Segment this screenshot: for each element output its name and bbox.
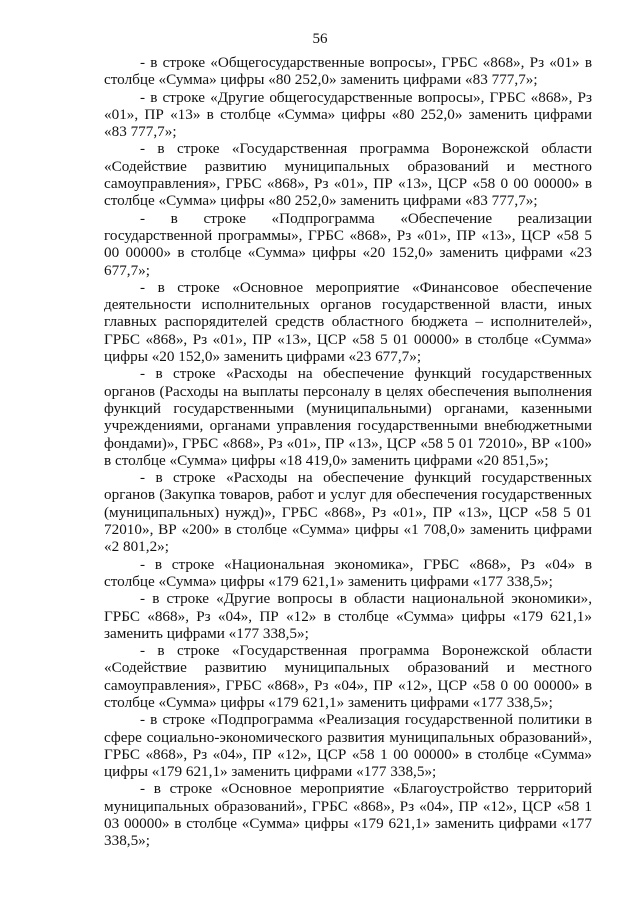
- paragraph-10: - в строке «Государственная программа Воронежской области «Содействие развитию муниципальных образований и местного самоуправления», ГРБС «868», Рз «04», ПР «12», ЦСР «58 0 00 00000» в столбце «Сумма» цифры «179 621,1» заменить цифрами «177 338,5»;: [104, 642, 592, 711]
- paragraph-9: - в строке «Другие вопросы в области национальной экономики», ГРБС «868», Рз «04», ПР «12» в столбце «Сумма» цифры «179 621,1» заменить цифрами «177 338,5»;: [104, 590, 592, 642]
- document-body: [104, 54, 592, 850]
- paragraph-12: - в строке «Основное мероприятие «Благоустройство территорий муниципальных образований», ГРБС «868», Рз «04», ПР «12», ЦСР «58 1 03 00000» в столбце «Сумма» цифры «179 621,1» заменить цифрами «177 338,5»;: [104, 780, 592, 850]
- paragraph-5: - в строке «Основное мероприятие «Финансовое обеспечение деятельности исполнительных органов государственной власти, иных главных распорядителей средств областного бюджета – исполнителей», ГРБС «868», Рз «01», ПР «13», ЦСР «58 5 01 00000» в столбце «Сумма» цифры «20 152,0» заменить цифрами «23 677,7»;: [104, 278, 592, 366]
- paragraph-1: - в строке «Общегосударственные вопросы», ГРБС «868», Рз «01» в столбце «Сумма» цифры «80 252,0» заменить цифрами «83 777,7»;: [104, 54, 592, 89]
- paragraph-8: - в строке «Национальная экономика», ГРБС «868», Рз «04» в столбце «Сумма» цифры «179 621,1» заменить цифрами «177 338,5»;: [104, 555, 592, 590]
- paragraph-6: - в строке «Расходы на обеспечение функций государственных органов (Расходы на выплаты персоналу в целях обеспечения выполнения функций государственными (муниципальными) органами, казенными учреждениями, органами управления государственными внебюджетными фондами)», ГРБС «868», Рз «01», ПР «13», ЦСР «58 5 01 72010», ВР «100» в столбце «Сумма» цифры «18 419,0» заменить цифрами «20 851,5»;: [104, 365, 592, 469]
- paragraph-2: - в строке «Другие общегосударственные вопросы», ГРБС «868», Рз «01», ПР «13» в столбце «Сумма» цифры «80 252,0» заменить цифрами «83 777,7»;: [104, 88, 592, 141]
- paragraph-7: - в строке «Расходы на обеспечение функций государственных органов (Закупка товаров, работ и услуг для обеспечения государственных (муниципальных) нужд)», ГРБС «868», Рз «01», ПР «13», ЦСР «58 5 01 72010», ВР «200» в столбце «Сумма» цифры «1 708,0» заменить цифрами «2 801,2»;: [104, 469, 592, 556]
- paragraph-4: - в строке «Подпрограмма «Обеспечение реализации государственной программы», ГРБС «868», Рз «01», ПР «13», ЦСР «58 5 00 00000» в столбце «Сумма» цифры «20 152,0» заменить цифрами «23 677,7»;: [104, 209, 592, 279]
- paragraph-11: - в строке «Подпрограмма «Реализация государственной политики в сфере социально-экономического развития муниципальных образований», ГРБС «868», Рз «04», ПР «12», ЦСР «58 1 00 00000» в столбце «Сумма» цифры «179 621,1» заменить цифрами «177 338,5»;: [104, 711, 592, 781]
- page-number: 56: [312, 31, 328, 47]
- paragraph-3: - в строке «Государственная программа Воронежской области «Содействие развитию муниципальных образований и местного самоуправления», ГРБС «868», Рз «01», ПР «13», ЦСР «58 0 00 00000» в столбце «Сумма» цифры «80 252,0» заменить цифрами «83 777,7»;: [104, 140, 592, 210]
